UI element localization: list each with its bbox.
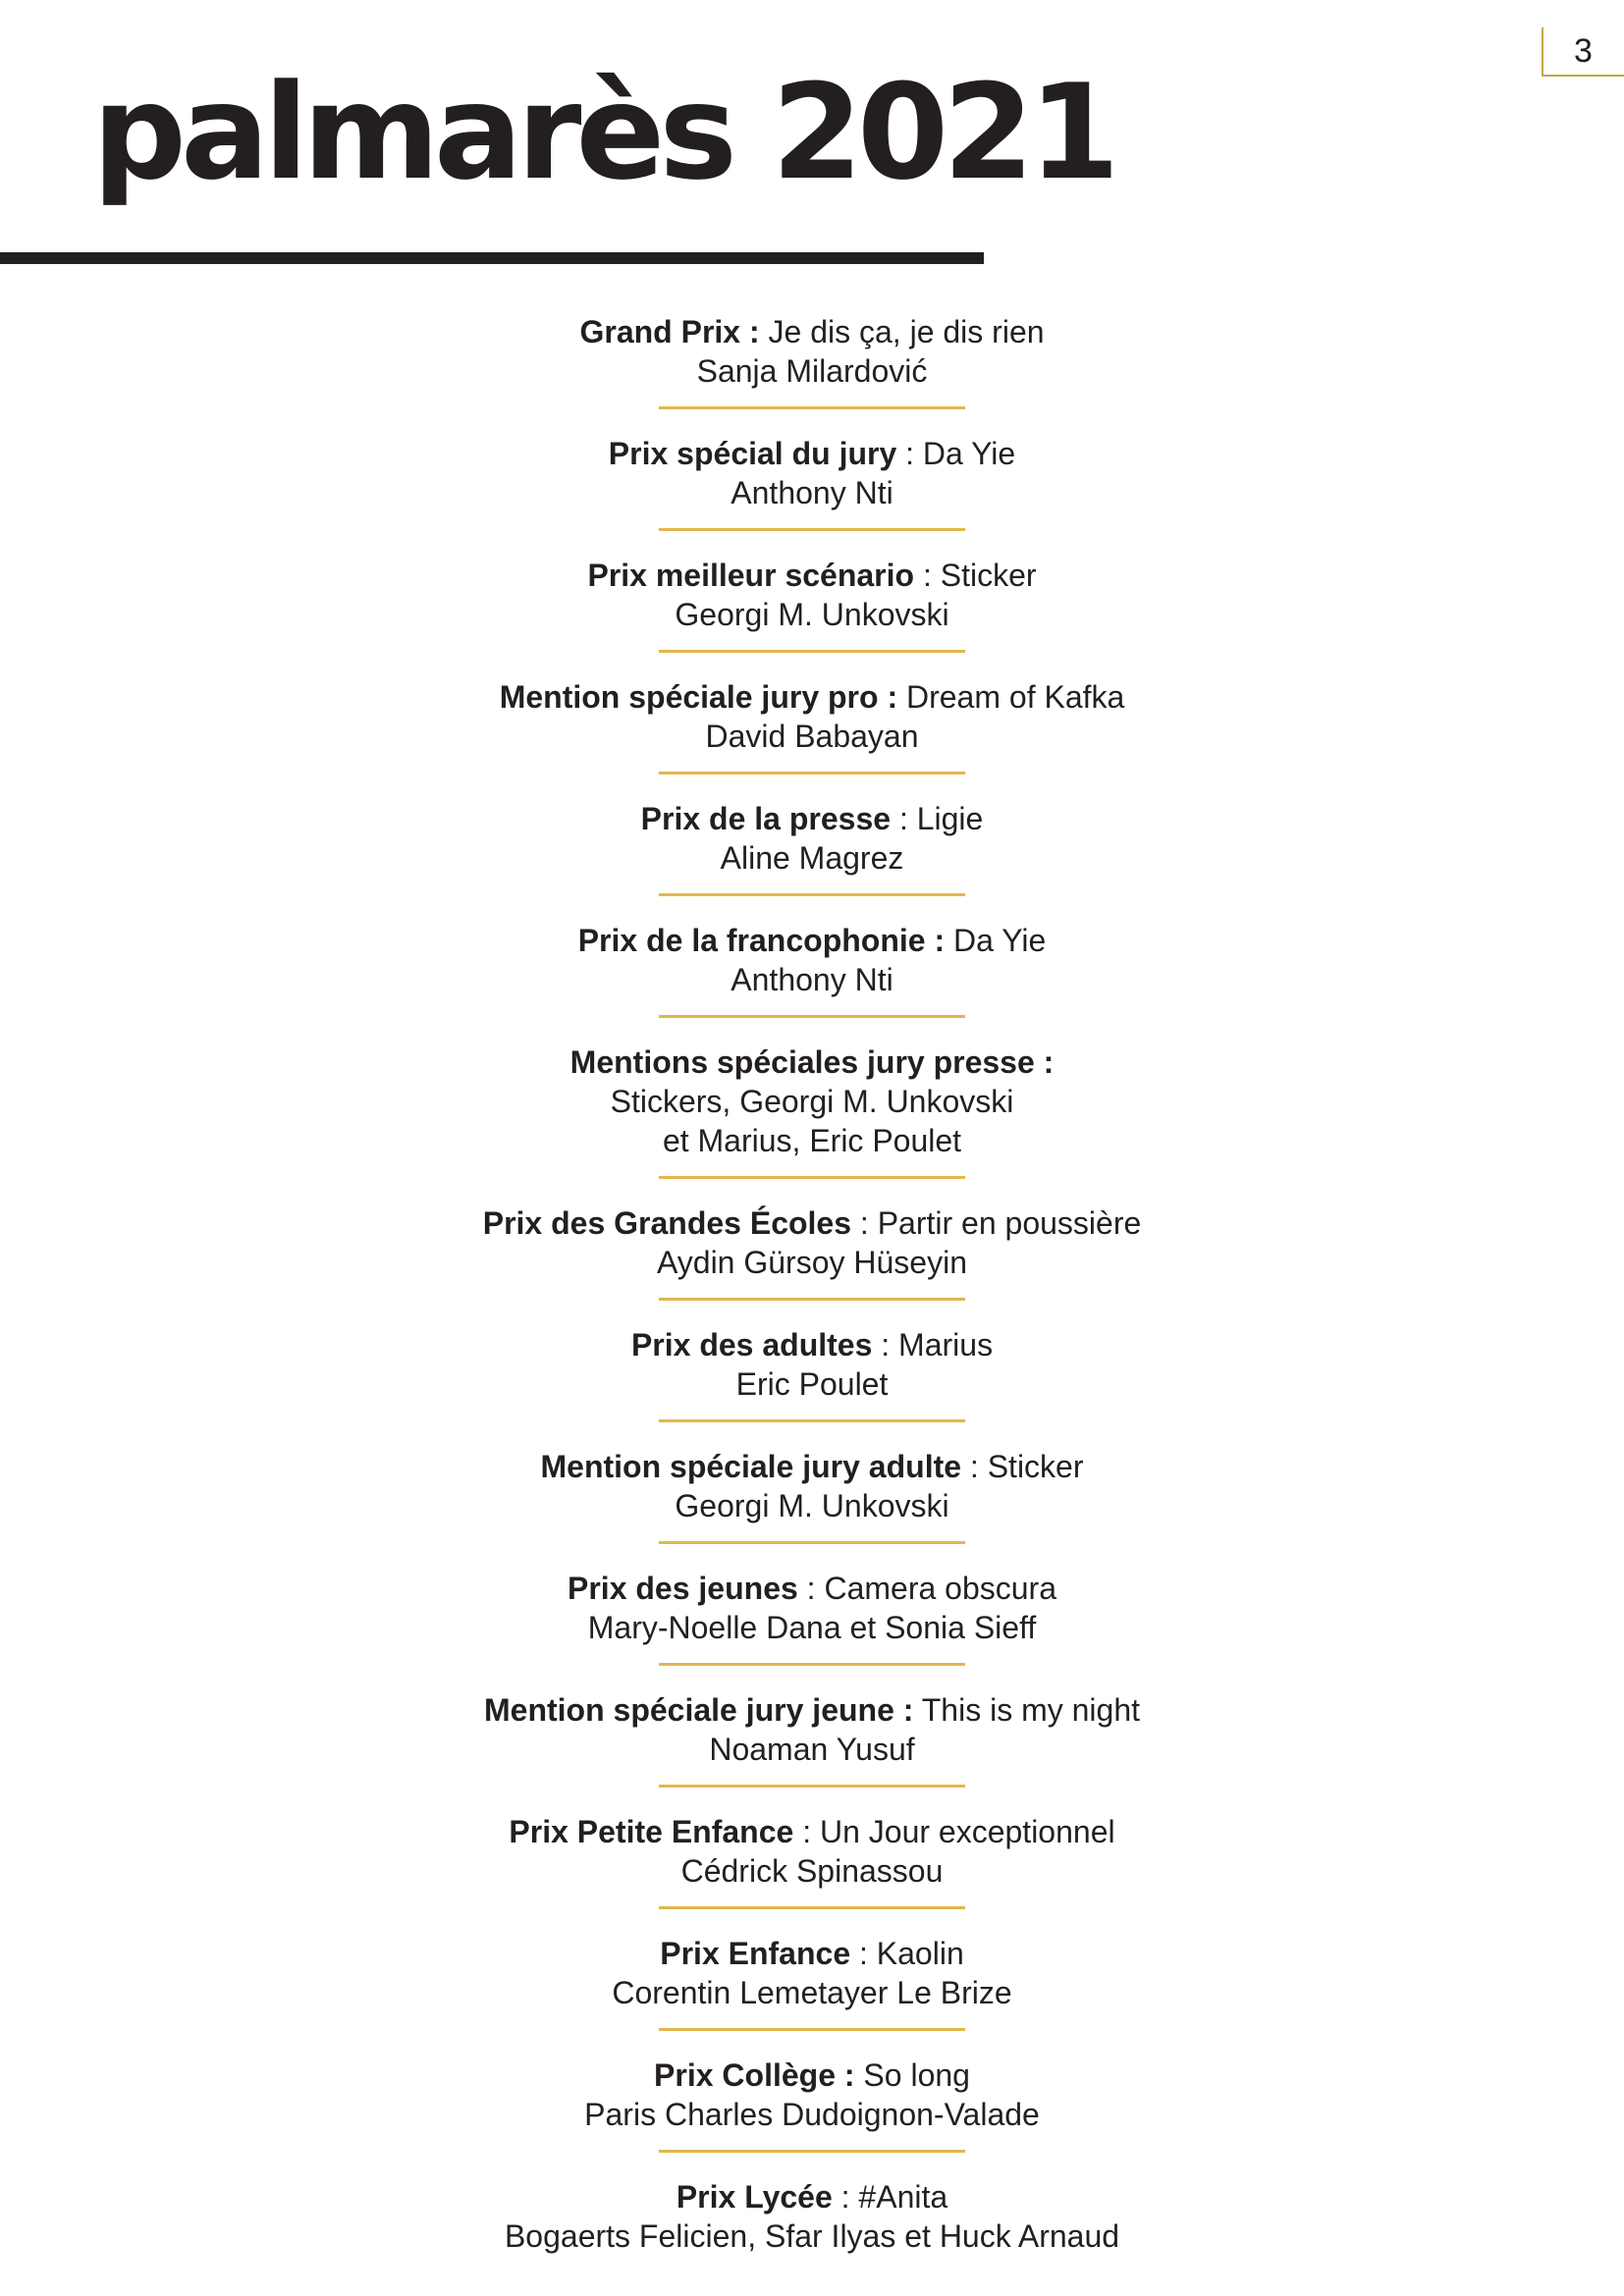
award-entry	[0, 1812, 1624, 1891]
award-label: Grand Prix :	[579, 314, 760, 349]
award-credit: Bogaerts Felicien, Sfar Ilyas et Huck Arnaud	[504, 2218, 1120, 2254]
award-label: Prix Petite Enfance	[509, 1814, 794, 1849]
award-label: Mentions spéciales jury presse :	[569, 1044, 1055, 1080]
award-label: Prix de la francophonie :	[577, 923, 946, 958]
award-work-title: : Un Jour exceptionnel	[793, 1814, 1115, 1849]
award-work-title: Je dis ça, je dis rien	[759, 314, 1045, 349]
award-label: Mention spéciale jury pro :	[499, 679, 898, 715]
award-separator	[659, 1663, 965, 1666]
page-number-box	[1542, 27, 1624, 77]
award-entry	[0, 921, 1624, 999]
award-heading	[484, 1690, 1140, 1730]
award-separator	[659, 772, 965, 774]
award-credit: Eric Poulet	[735, 1366, 889, 1402]
award-credit: Corentin Lemetayer Le Brize	[612, 1975, 1012, 2010]
award-credit: Stickers, Georgi M. Unkovski	[610, 1084, 1014, 1119]
award-entry	[0, 1690, 1624, 1769]
award-heading	[509, 1812, 1114, 1851]
award-separator	[659, 406, 965, 409]
award-work-title: Dream of Kafka	[897, 679, 1125, 715]
award-credit: Noaman Yusuf	[709, 1732, 915, 1767]
award-heading	[578, 921, 1047, 960]
award-work-title: Da Yie	[945, 923, 1047, 958]
award-credit: Anthony Nti	[731, 475, 893, 510]
award-entry	[0, 1569, 1624, 1647]
award-label: Prix des adultes	[630, 1327, 873, 1362]
award-label: Mention spéciale jury jeune :	[483, 1692, 914, 1728]
award-credit: Sanja Milardović	[696, 353, 928, 389]
award-entry	[0, 677, 1624, 756]
award-label: Mention spéciale jury adulte	[540, 1449, 962, 1484]
award-credit: et Marius, Eric Poulet	[662, 1123, 962, 1158]
award-heading	[677, 2177, 947, 2216]
award-label: Prix des Grandes Écoles	[482, 1205, 852, 1241]
page-title: palmarès 2021	[92, 56, 1114, 209]
award-heading	[641, 799, 984, 838]
award-work-title: : Marius	[872, 1327, 994, 1362]
award-work-title: : Sticker	[961, 1449, 1084, 1484]
title-underline	[0, 252, 984, 264]
award-entry	[0, 312, 1624, 391]
award-label: Prix Lycée	[676, 2179, 833, 2215]
award-heading	[483, 1203, 1142, 1243]
award-separator	[659, 1785, 965, 1788]
award-separator	[659, 1906, 965, 1909]
award-entry	[0, 799, 1624, 878]
award-credit: Aline Magrez	[720, 840, 904, 876]
award-entry	[0, 2177, 1624, 2256]
award-label: Prix de la presse	[640, 801, 892, 836]
award-heading	[609, 434, 1015, 473]
award-separator	[659, 2150, 965, 2153]
awards-list	[0, 312, 1624, 2256]
award-label: Prix Collège :	[654, 2057, 855, 2093]
award-heading	[654, 2056, 970, 2095]
award-separator	[659, 1176, 965, 1179]
award-work-title: : Partir en poussière	[851, 1205, 1142, 1241]
award-credit: Mary-Noelle Dana et Sonia Sieff	[587, 1610, 1037, 1645]
award-heading	[579, 312, 1044, 351]
award-label: Prix Enfance	[660, 1936, 851, 1971]
award-label: Prix spécial du jury	[608, 436, 897, 471]
award-label: Prix des jeunes	[568, 1571, 798, 1606]
award-entry	[0, 1934, 1624, 2012]
award-work-title: This is my night	[913, 1692, 1141, 1728]
award-heading	[540, 1447, 1083, 1486]
award-heading	[568, 1569, 1056, 1608]
award-work-title: : Ligie	[891, 801, 984, 836]
award-separator	[659, 528, 965, 531]
award-work-title: : #Anita	[832, 2179, 948, 2215]
award-heading	[631, 1325, 993, 1364]
award-credit: Anthony Nti	[731, 962, 893, 997]
award-credit: Paris Charles Dudoignon-Valade	[584, 2097, 1040, 2132]
award-work-title: : Da Yie	[896, 436, 1016, 471]
award-entry	[0, 1325, 1624, 1404]
award-entry	[0, 2056, 1624, 2134]
award-separator	[659, 2028, 965, 2031]
award-separator	[659, 1015, 965, 1018]
award-credit: Cédrick Spinassou	[680, 1853, 944, 1889]
award-entry	[0, 1203, 1624, 1282]
award-heading	[587, 556, 1036, 595]
award-work-title: : Kaolin	[850, 1936, 964, 1971]
award-work-title: : Sticker	[914, 558, 1037, 593]
award-entry	[0, 1042, 1624, 1160]
award-credit: Georgi M. Unkovski	[675, 597, 949, 632]
award-heading	[500, 677, 1125, 717]
award-label: Prix meilleur scénario	[587, 558, 915, 593]
award-heading	[570, 1042, 1055, 1082]
award-separator	[659, 650, 965, 653]
award-separator	[659, 1541, 965, 1544]
award-work-title: : Camera obscura	[797, 1571, 1056, 1606]
award-entry	[0, 556, 1624, 634]
award-separator	[659, 893, 965, 896]
award-entry	[0, 1447, 1624, 1525]
award-credit: David Babayan	[705, 719, 919, 754]
award-work-title: So long	[854, 2057, 970, 2093]
page-number: 3	[1574, 31, 1594, 70]
award-heading	[660, 1934, 963, 1973]
award-entry	[0, 434, 1624, 512]
award-credit: Aydin Gürsoy Hüseyin	[657, 1245, 967, 1280]
award-credit: Georgi M. Unkovski	[675, 1488, 949, 1523]
award-separator	[659, 1298, 965, 1301]
award-separator	[659, 1419, 965, 1422]
